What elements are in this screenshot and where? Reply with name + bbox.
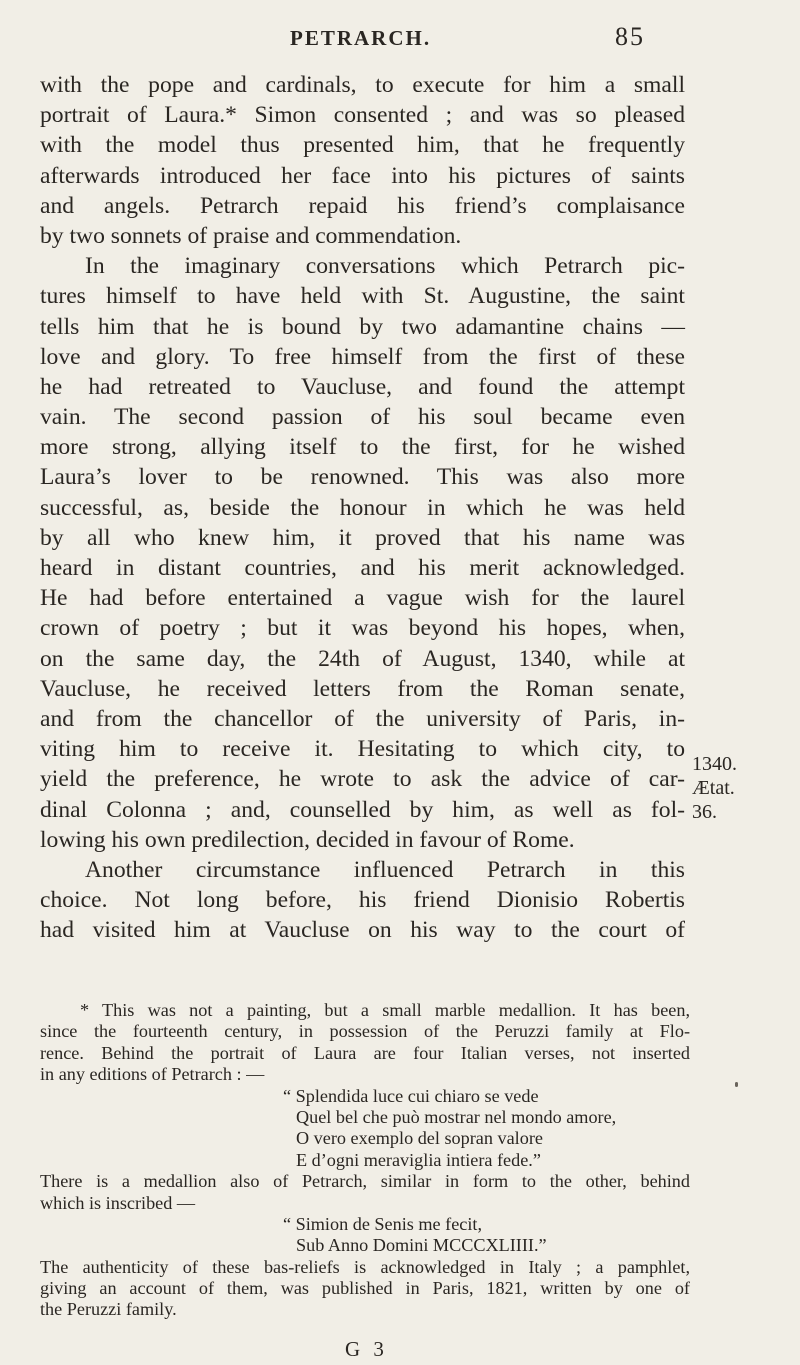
- text-line: with the pope and cardinals, to execute for him a small: [40, 72, 685, 98]
- text-line: successful, as, beside the honour in which he was held: [40, 494, 685, 521]
- text-line: and angels. Petrarch repaid his friend’s complaisance: [40, 192, 685, 219]
- verse-line: Quel bel che può mostrar nel mondo amore,: [296, 1106, 617, 1127]
- text-line: Laura’s lover to be renowned. This was also more: [40, 464, 685, 491]
- text-line: portrait of Laura.* Simon consented ; and was so pleased: [40, 102, 685, 129]
- text-line: crown of poetry ; but it was beyond his hopes, when,: [40, 615, 685, 642]
- paper-speck: [735, 1082, 738, 1087]
- footnote-line: There is a medallion also of Petrarch, similar in form to the other, behind: [40, 1171, 690, 1192]
- text-line: Another circumstance influenced Petrarch in this: [85, 856, 685, 883]
- text-line: viting him to receive it. Hesitating to which city, to: [40, 736, 685, 763]
- running-title: PETRARCH.: [290, 26, 432, 50]
- text-line: afterwards introduced her face into his pictures of saints: [40, 162, 685, 189]
- margin-note-aetat: Ætat.: [692, 777, 735, 799]
- verse-line: E d’ogni meraviglia intiera fede.”: [296, 1149, 541, 1170]
- footnote-line: * This was not a painting, but a small marble medallion. It has been,: [80, 1000, 690, 1020]
- margin-note-year: 1340.: [692, 753, 737, 775]
- footnote-line: in any editions of Petrarch : —: [40, 1064, 265, 1085]
- text-line: dinal Colonna ; and, counselled by him, as well as fol-: [40, 796, 685, 823]
- verse-line: “ Splendida luce cui chiaro se vede: [283, 1085, 539, 1106]
- footnote-line: giving an account of them, was published in Paris, 1821, written by one of: [40, 1278, 690, 1299]
- margin-note-date: [692, 752, 737, 824]
- text-line: tures himself to have held with St. Augustine, the saint: [40, 283, 685, 310]
- margin-note-age: 36.: [692, 801, 717, 823]
- footnote: [40, 1000, 690, 1321]
- text-line: lowing his own predilection, decided in favour of Rome.: [40, 826, 575, 853]
- verse-line: “ Simion de Senis me fecit,: [283, 1213, 483, 1234]
- text-line: on the same day, the 24th of August, 1340, while at: [40, 645, 685, 672]
- text-line: Vaucluse, he received letters from the Roman senate,: [40, 675, 685, 702]
- footnote-line: since the fourteenth century, in possession of the Peruzzi family at Flo-: [40, 1021, 690, 1042]
- text-line: he had retreated to Vaucluse, and found the attempt: [40, 373, 685, 400]
- text-line: had visited him at Vaucluse on his way to the court of: [40, 917, 685, 944]
- footnote-line: the Peruzzi family.: [40, 1299, 177, 1320]
- footnote-line: rence. Behind the portrait of Laura are four Italian verses, not inserted: [40, 1042, 690, 1063]
- verse-line: O vero exemplo del sopran valore: [296, 1128, 543, 1149]
- footnote-line: which is inscribed —: [40, 1192, 196, 1213]
- text-line: tells him that he is bound by two adamantine chains —: [40, 313, 685, 340]
- text-line: heard in distant countries, and his merit acknowledged.: [40, 555, 685, 581]
- text-line: He had before entertained a vague wish for the laurel: [40, 585, 685, 612]
- text-line: love and glory. To free himself from the first of these: [40, 343, 685, 370]
- page-number: 85: [615, 22, 645, 51]
- text-line: more strong, allying itself to the first, for he wished: [40, 434, 685, 461]
- running-head: [0, 22, 800, 62]
- signature-mark: G 3: [345, 1337, 388, 1361]
- text-line: by all who knew him, it proved that his name was: [40, 524, 685, 551]
- text-line: yield the preference, he wrote to ask the advice of car-: [40, 766, 685, 793]
- text-line: and from the chancellor of the university of Paris, in-: [40, 705, 685, 732]
- text-line: with the model thus presented him, that he frequently: [40, 132, 685, 159]
- text-line: by two sonnets of praise and commendation.: [40, 222, 462, 249]
- text-line: choice. Not long before, his friend Dionisio Robertis: [40, 887, 685, 914]
- footnote-line: The authenticity of these bas-reliefs is acknowledged in Italy ; a pamphlet,: [40, 1256, 690, 1277]
- text-line: vain. The second passion of his soul became even: [40, 404, 685, 431]
- text-line: In the imaginary conversations which Petrarch pic-: [85, 253, 685, 280]
- verse-line: Sub Anno Domini MCCCXLIIII.”: [296, 1235, 547, 1256]
- body-text: [40, 70, 685, 945]
